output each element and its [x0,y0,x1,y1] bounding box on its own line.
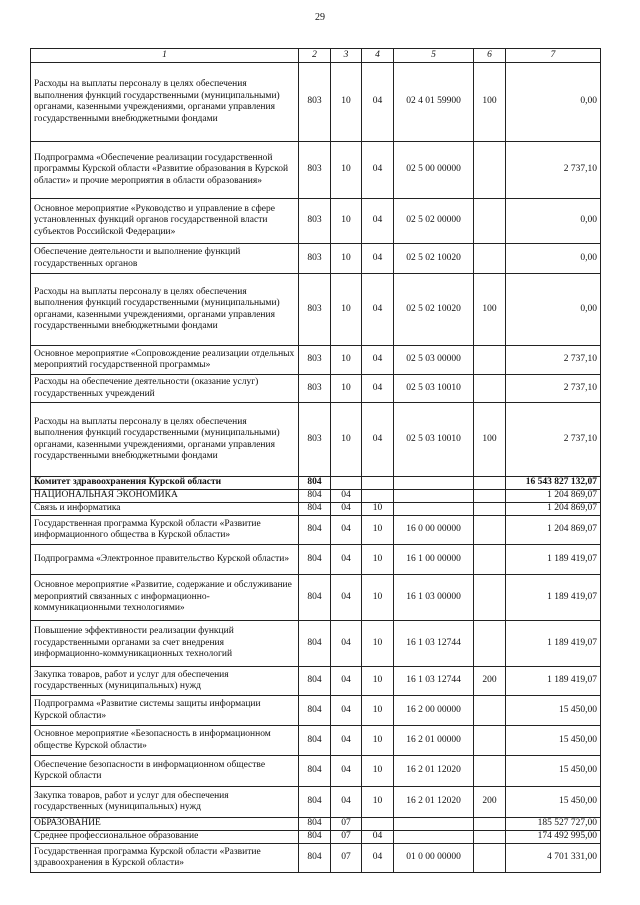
expense-type-code [474,756,506,787]
target-article-code [394,818,474,831]
amount: 174 492 995,00 [506,831,601,844]
subsection-code: 10 [362,756,394,787]
expense-type-code [474,503,506,516]
subsection-code: 10 [362,503,394,516]
row-description: Расходы на обеспечение деятельности (оказание услуг) государственных учреждений [31,375,299,403]
subsection-code [362,818,394,831]
table-row [31,477,601,490]
expense-type-code: 100 [474,63,506,142]
table-row [31,375,601,403]
amount: 1 189 419,07 [506,545,601,575]
amount: 4 701 331,00 [506,844,601,873]
subsection-code: 04 [362,199,394,244]
section-code: 04 [331,575,362,621]
subsection-code: 10 [362,621,394,667]
table-row [31,756,601,787]
ministry-code: 804 [299,787,331,818]
row-description: ОБРАЗОВАНИЕ [31,818,299,831]
row-description: Расходы на выплаты персоналу в целях обеспечения выполнения функций государственными (муниципальными) органами, казенными учреждениями, органами управления государственными внебюджетными фондами [31,274,299,346]
column-header-5: 5 [394,49,474,63]
section-code: 04 [331,516,362,545]
table-row [31,503,601,516]
amount: 1 204 869,07 [506,503,601,516]
expense-type-code [474,621,506,667]
section-code: 04 [331,545,362,575]
target-article-code: 02 5 02 00000 [394,199,474,244]
table-row [31,787,601,818]
page-number: 29 [315,12,325,23]
amount: 0,00 [506,274,601,346]
target-article-code: 16 1 03 00000 [394,575,474,621]
target-article-code: 16 1 03 12744 [394,667,474,696]
target-article-code: 16 1 00 00000 [394,545,474,575]
subsection-code: 04 [362,63,394,142]
table-row [31,844,601,873]
ministry-code: 803 [299,403,331,477]
target-article-code: 16 0 00 00000 [394,516,474,545]
row-description: Государственная программа Курской области «Развитие информационного общества в Курской области» [31,516,299,545]
ministry-code: 803 [299,346,331,375]
amount: 15 450,00 [506,756,601,787]
ministry-code: 804 [299,477,331,490]
expense-type-code [474,244,506,274]
target-article-code [394,503,474,516]
budget-table [30,48,601,873]
ministry-code: 804 [299,726,331,756]
row-description: Расходы на выплаты персоналу в целях обеспечения выполнения функций государственными (муниципальными) органами, казенными учреждениями, органами управления государственными внебюджетными фондами [31,63,299,142]
row-description: Основное мероприятие «Развитие, содержание и обслуживание мероприятий связанных с информационно-коммуникационными технологиями» [31,575,299,621]
amount: 1 204 869,07 [506,490,601,503]
row-description: НАЦИОНАЛЬНАЯ ЭКОНОМИКА [31,490,299,503]
subsection-code: 04 [362,244,394,274]
target-article-code: 16 2 01 12020 [394,756,474,787]
amount: 1 189 419,07 [506,667,601,696]
row-description: Обеспечение деятельности и выполнение функций государственных органов [31,244,299,274]
target-article-code: 16 2 01 00000 [394,726,474,756]
section-code: 07 [331,831,362,844]
section-code: 10 [331,142,362,199]
ministry-code: 803 [299,375,331,403]
ministry-code: 804 [299,503,331,516]
table-row [31,621,601,667]
expense-type-code [474,545,506,575]
table-row [31,831,601,844]
ministry-code: 803 [299,63,331,142]
column-header-7: 7 [506,49,601,63]
table-row [31,403,601,477]
subsection-code: 10 [362,726,394,756]
row-description: Основное мероприятие «Сопровождение реализации отдельных мероприятий государственной программы» [31,346,299,375]
row-description: Закупка товаров, работ и услуг для обеспечения государственных (муниципальных) нужд [31,667,299,696]
section-code: 07 [331,844,362,873]
table-row [31,274,601,346]
amount: 2 737,10 [506,403,601,477]
expense-type-code: 100 [474,274,506,346]
row-description: Среднее профессиональное образование [31,831,299,844]
table-body [31,63,601,873]
column-header-4: 4 [362,49,394,63]
subsection-code: 10 [362,516,394,545]
amount: 2 737,10 [506,375,601,403]
ministry-code: 804 [299,696,331,726]
subsection-code [362,477,394,490]
target-article-code: 02 5 03 10010 [394,403,474,477]
amount: 1 189 419,07 [506,575,601,621]
amount: 0,00 [506,244,601,274]
ministry-code: 803 [299,199,331,244]
header-row [31,49,601,63]
expense-type-code [474,346,506,375]
expense-type-code [474,375,506,403]
subsection-code: 10 [362,696,394,726]
amount: 16 543 827 132,07 [506,477,601,490]
amount: 1 204 869,07 [506,516,601,545]
target-article-code [394,490,474,503]
ministry-code: 804 [299,545,331,575]
table-row [31,545,601,575]
column-header-3: 3 [331,49,362,63]
section-code: 04 [331,756,362,787]
ministry-code: 804 [299,818,331,831]
row-description: Государственная программа Курской области «Развитие здравоохранения в Курской области» [31,844,299,873]
expense-type-code [474,477,506,490]
table-row [31,199,601,244]
target-article-code: 02 5 00 00000 [394,142,474,199]
target-article-code: 02 5 02 10020 [394,274,474,346]
table-row [31,696,601,726]
ministry-code: 804 [299,831,331,844]
table-row [31,575,601,621]
expense-type-code [474,831,506,844]
section-code: 10 [331,63,362,142]
ministry-code: 803 [299,142,331,199]
subsection-code: 04 [362,274,394,346]
target-article-code: 02 5 03 10010 [394,375,474,403]
expense-type-code: 200 [474,787,506,818]
subsection-code: 04 [362,844,394,873]
ministry-code: 804 [299,490,331,503]
target-article-code: 02 5 02 10020 [394,244,474,274]
amount: 15 450,00 [506,726,601,756]
row-description: Комитет здравоохранения Курской области [31,477,299,490]
row-description: Подпрограмма «Развитие системы защиты информации Курской области» [31,696,299,726]
target-article-code: 01 0 00 00000 [394,844,474,873]
row-description: Повышение эффективности реализации функций государственными органами за счет внедрения информационно-коммуникационных технологий [31,621,299,667]
ministry-code: 804 [299,756,331,787]
expense-type-code [474,696,506,726]
ministry-code: 804 [299,844,331,873]
amount: 15 450,00 [506,787,601,818]
section-code: 04 [331,726,362,756]
expense-type-code [474,575,506,621]
section-code: 04 [331,696,362,726]
ministry-code: 804 [299,516,331,545]
section-code: 10 [331,274,362,346]
ministry-code: 804 [299,667,331,696]
table-row [31,142,601,199]
expense-type-code [474,818,506,831]
column-header-6: 6 [474,49,506,63]
expense-type-code [474,142,506,199]
target-article-code: 16 2 01 12020 [394,787,474,818]
section-code: 10 [331,375,362,403]
section-code: 10 [331,199,362,244]
expense-type-code [474,726,506,756]
column-header-2: 2 [299,49,331,63]
column-header-1: 1 [31,49,299,63]
subsection-code: 04 [362,831,394,844]
section-code [331,477,362,490]
expense-type-code: 100 [474,403,506,477]
target-article-code [394,831,474,844]
ministry-code: 803 [299,274,331,346]
section-code: 10 [331,346,362,375]
table-row [31,516,601,545]
expense-type-code: 200 [474,667,506,696]
table-row [31,490,601,503]
table-row [31,346,601,375]
subsection-code: 04 [362,403,394,477]
ministry-code: 804 [299,575,331,621]
amount: 2 737,10 [506,346,601,375]
expense-type-code [474,844,506,873]
section-code: 04 [331,621,362,667]
subsection-code: 04 [362,346,394,375]
section-code: 04 [331,787,362,818]
section-code: 04 [331,490,362,503]
expense-type-code [474,199,506,244]
amount: 2 737,10 [506,142,601,199]
target-article-code: 16 1 03 12744 [394,621,474,667]
amount: 15 450,00 [506,696,601,726]
table-row [31,63,601,142]
expense-type-code [474,490,506,503]
row-description: Подпрограмма «Электронное правительство Курской области» [31,545,299,575]
target-article-code [394,477,474,490]
subsection-code: 10 [362,545,394,575]
amount: 0,00 [506,63,601,142]
subsection-code [362,490,394,503]
amount: 0,00 [506,199,601,244]
subsection-code: 10 [362,667,394,696]
section-code: 04 [331,503,362,516]
table-row [31,244,601,274]
section-code: 10 [331,403,362,477]
subsection-code: 04 [362,142,394,199]
table-row [31,818,601,831]
target-article-code: 02 5 03 00000 [394,346,474,375]
amount: 185 527 727,00 [506,818,601,831]
ministry-code: 803 [299,244,331,274]
section-code: 07 [331,818,362,831]
subsection-code: 10 [362,575,394,621]
table-row [31,726,601,756]
ministry-code: 804 [299,621,331,667]
section-code: 04 [331,667,362,696]
subsection-code: 10 [362,787,394,818]
amount: 1 189 419,07 [506,621,601,667]
expense-type-code [474,516,506,545]
target-article-code: 02 4 01 59900 [394,63,474,142]
table-row [31,667,601,696]
section-code: 10 [331,244,362,274]
row-description: Закупка товаров, работ и услуг для обеспечения государственных (муниципальных) нужд [31,787,299,818]
row-description: Связь и информатика [31,503,299,516]
row-description: Расходы на выплаты персоналу в целях обеспечения выполнения функций государственными (муниципальными) органами, казенными учреждениями, органами управления государственными внебюджетными фондами [31,403,299,477]
row-description: Обеспечение безопасности в информационном обществе Курской области [31,756,299,787]
row-description: Основное мероприятие «Безопасность в информационном обществе Курской области» [31,726,299,756]
target-article-code: 16 2 00 00000 [394,696,474,726]
row-description: Основное мероприятие «Руководство и управление в сфере установленных функций органов государственной власти субъектов Российской Федерации» [31,199,299,244]
row-description: Подпрограмма «Обеспечение реализации государственной программы Курской области «Развитие образования в Курской области» и прочие мероприятия в области образования» [31,142,299,199]
subsection-code: 04 [362,375,394,403]
